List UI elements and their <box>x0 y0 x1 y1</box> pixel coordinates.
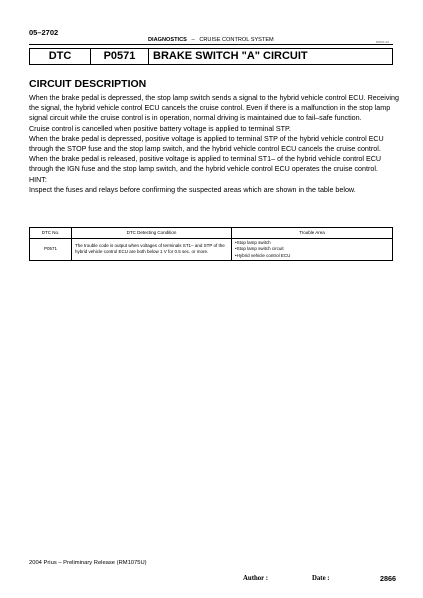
table-header-row <box>30 228 393 239</box>
table-cell-trouble-area <box>232 239 393 261</box>
table-row <box>30 239 393 261</box>
table-cell-condition: The trouble code is output when voltages of terminals ST1– and STP of the hybrid vehicle control ECU are both below 1 V for 0.5 sec. or more. <box>72 239 232 261</box>
date-label: Date : <box>312 575 330 582</box>
circuit-description-title: CIRCUIT DESCRIPTION <box>29 78 147 90</box>
paragraph: When the brake pedal is depressed, positive voltage is applied to terminal STP of the hybrid vehicle control ECU through the STOP fuse and the stop lamp switch, and the hybrid vehicle control ECU cancels the cruise control. <box>29 134 384 154</box>
dtc-title-box <box>29 48 393 65</box>
trouble-area-item: •Stop lamp switch <box>235 240 271 245</box>
footer-page-number: 2866 <box>380 574 396 583</box>
header-separator: – <box>191 37 195 43</box>
header-divider <box>29 44 393 45</box>
dtc-table <box>29 227 393 261</box>
paragraph: When the brake pedal is released, positive voltage is applied to terminal ST1– of the hybrid vehicle control ECU through the IGN fuse and the stop lamp switch, and the hybrid vehicle control ECU operates the cruise control. <box>29 155 382 174</box>
author-label: Author : <box>243 575 268 582</box>
table-cell-dtc: P0571 <box>30 239 72 261</box>
paragraph: Cruise control is cancelled when positive battery voltage is applied to terminal STP. <box>29 124 291 133</box>
section-header <box>148 37 274 43</box>
dtc-name: BRAKE SWITCH "A" CIRCUIT <box>153 50 308 62</box>
hint-label: HINT: <box>29 175 47 184</box>
trouble-area-item: •Hybrid vehicle control ECU <box>235 252 291 258</box>
doc-code: DI5O1-02 <box>376 40 390 44</box>
section-name: DIAGNOSTICS <box>148 37 187 43</box>
column-header: DTC Detecting Condition <box>72 228 232 239</box>
dtc-label: DTC <box>30 49 91 64</box>
subsection-name: CRUISE CONTROL SYSTEM <box>199 37 274 43</box>
paragraph: When the brake pedal is depressed, the stop lamp switch sends a signal to the hybrid vehicle control ECU. Receiving the signal, the hybrid vehicle control ECU cancels the cruise control. Even if there is a malfunction in the stop lamp signal circuit while the cruise control is in operation, normal driving is maintained due to fail–safe function. <box>29 94 399 123</box>
column-header: Trouble Area <box>232 228 393 239</box>
column-header: DTC No. <box>30 228 72 239</box>
circuit-description-body <box>29 93 399 195</box>
paragraph: Inspect the fuses and relays before confirming the suspected areas which are shown in the table below. <box>29 185 356 194</box>
trouble-area-item: •Stop lamp switch circuit <box>235 246 284 252</box>
page-number: 05–2702 <box>29 28 59 37</box>
dtc-code: P0571 <box>91 49 149 64</box>
release-note: 2004 Prius – Preliminary Release (RM1075U) <box>29 560 147 566</box>
